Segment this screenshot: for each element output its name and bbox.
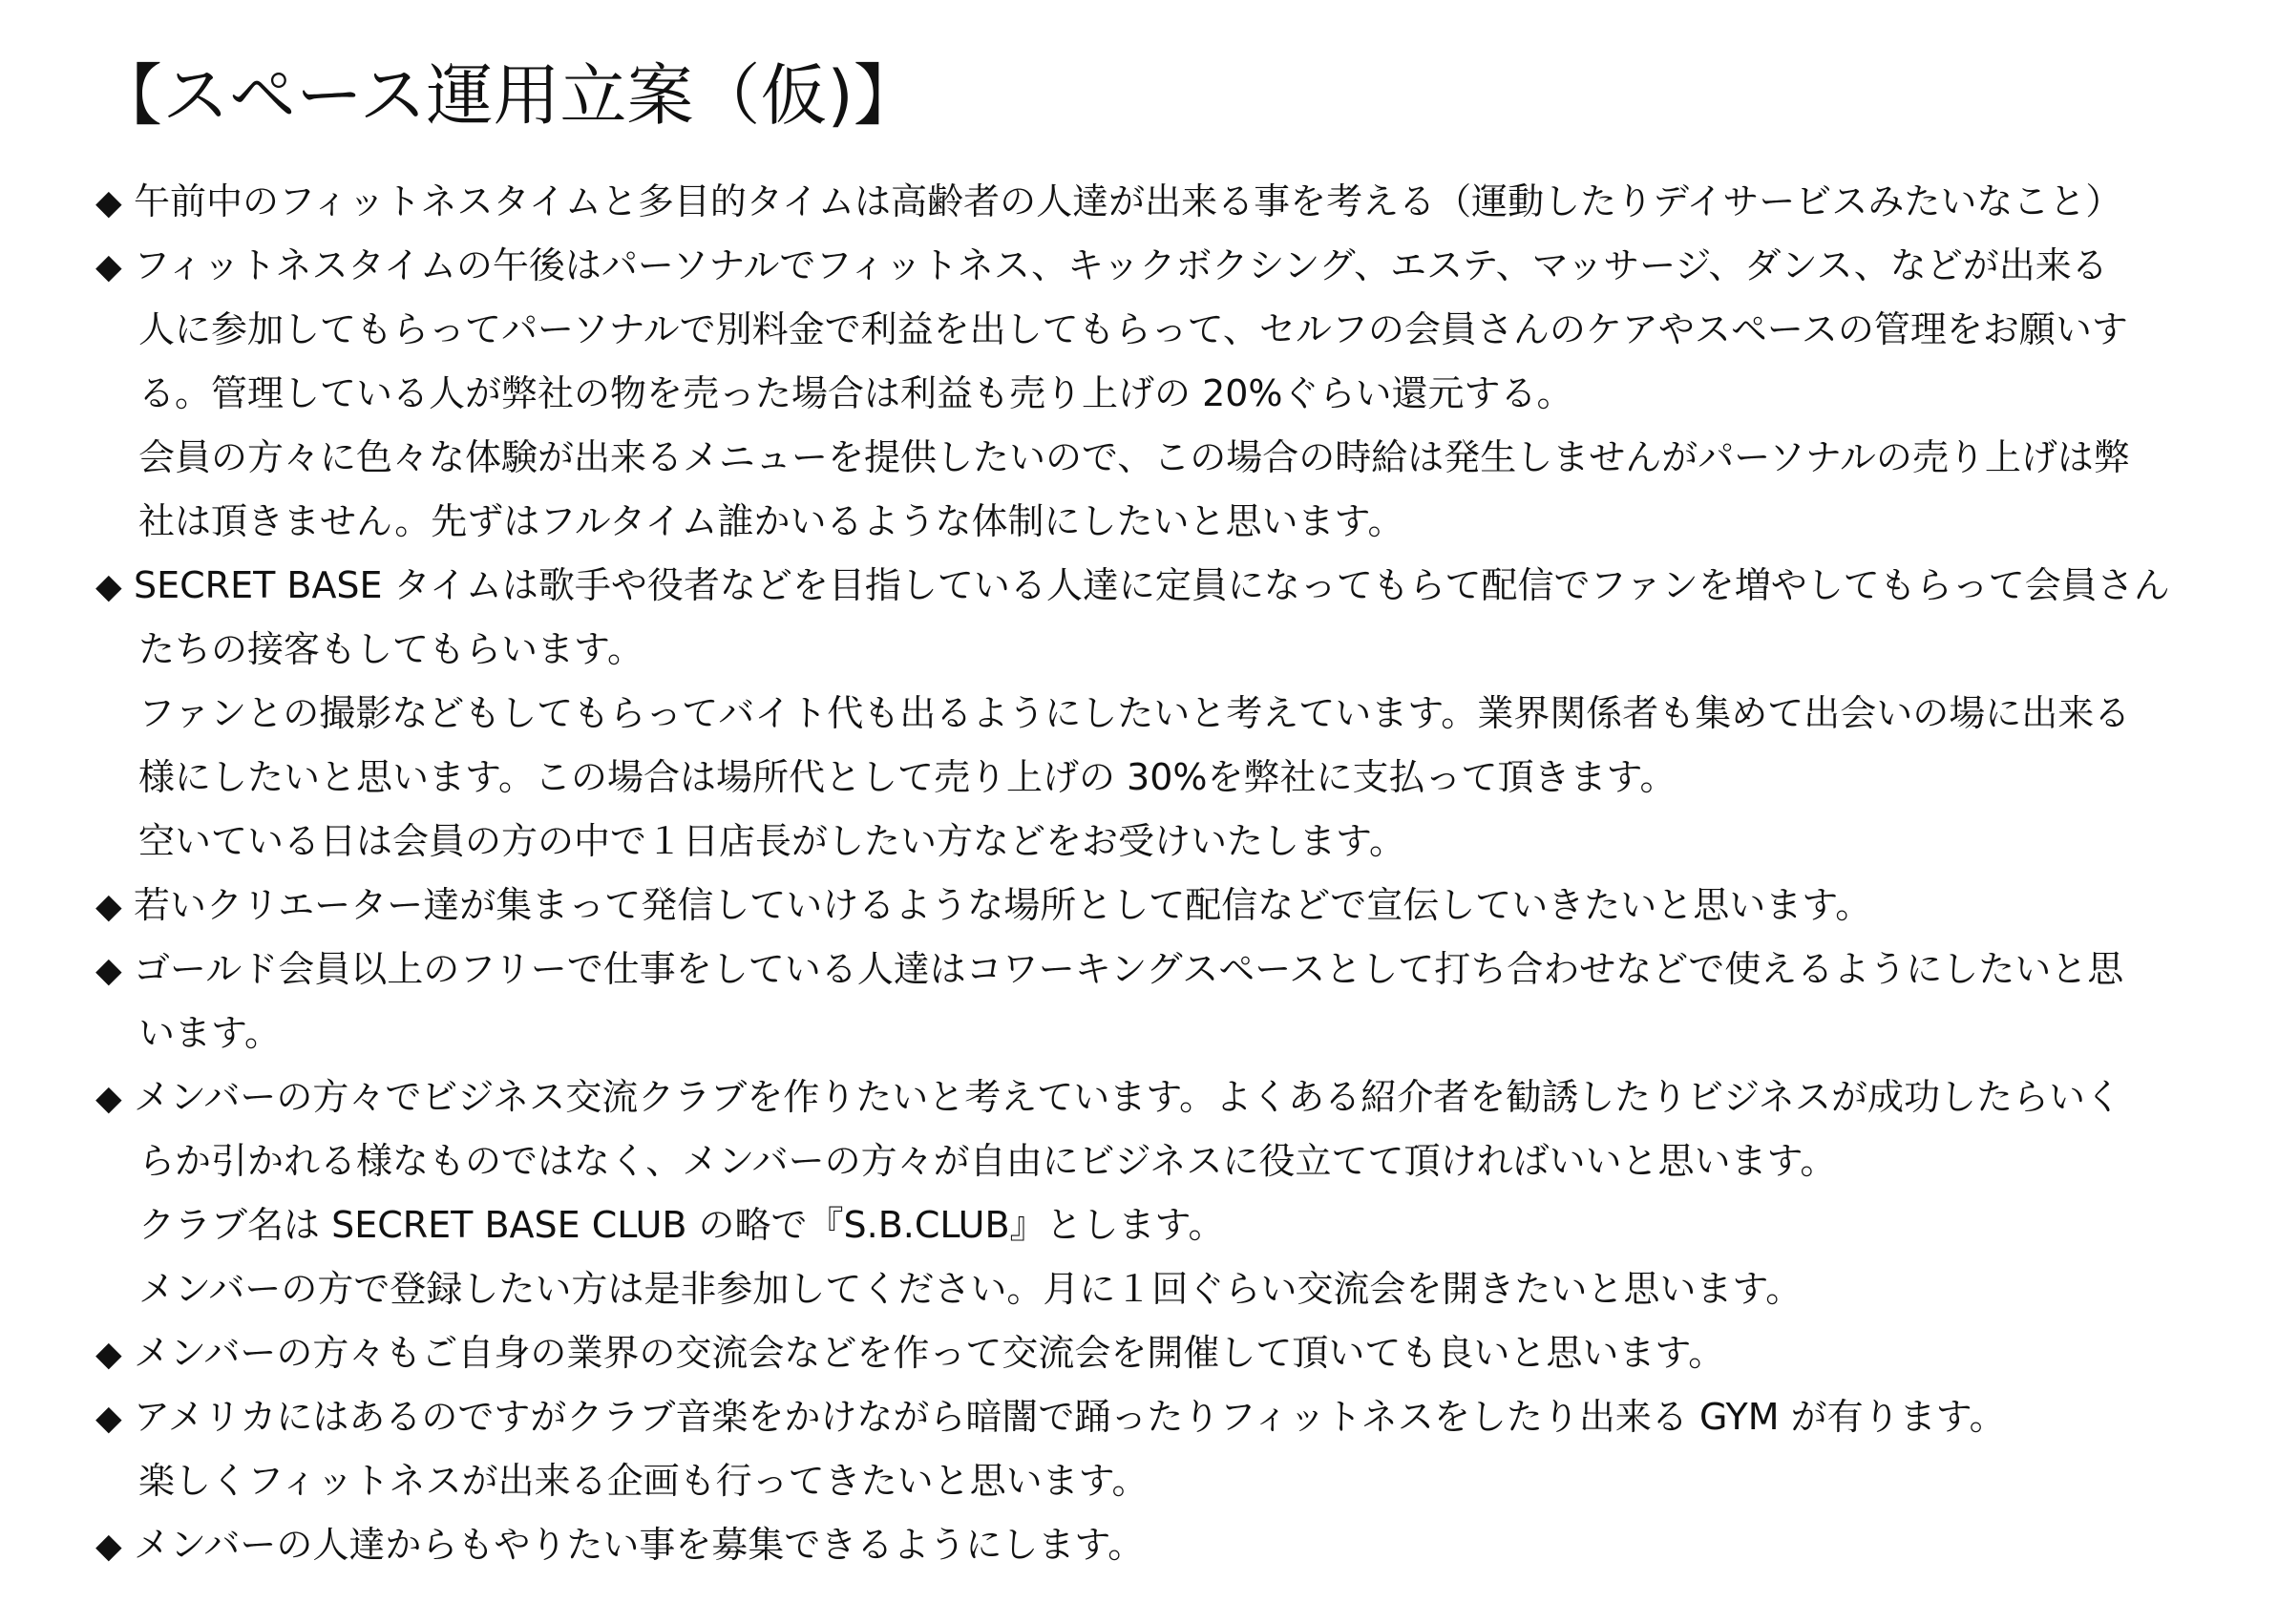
line-text: 午前中のフィットネスタイムと多目的タイムは高齢者の人達が出来る事を考える（運動したりデイサービスみたいなこと） <box>134 180 2122 222</box>
line-text: メンバーの方々でビジネス交流クラブを作りたいと考えています。よくある紹介者を勧誘したりビジネスが成功したらいく <box>134 1076 2122 1118</box>
continuation-line <box>95 810 2196 874</box>
line-text: メンバーの方々もご自身の業界の交流会などを作って交流会を開催して頂いても良いと思います。 <box>134 1332 1725 1374</box>
diamond-bullet-icon: ◆ <box>95 183 122 222</box>
continuation-line <box>95 490 2196 554</box>
diamond-bullet-icon: ◆ <box>95 1399 122 1438</box>
continuation-line <box>95 682 2196 746</box>
bullet-paragraph-line <box>95 1513 2196 1577</box>
continuation-line <box>95 1002 2196 1065</box>
line-text: たちの接客もしてもらいます。 <box>138 628 643 670</box>
line-text: 会員の方々に色々な体験が出来るメニューを提供したいので、この場合の時給は発生しませんがパーソナルの売り上げは弊 <box>138 436 2130 478</box>
diamond-bullet-icon: ◆ <box>95 567 122 606</box>
continuation-line <box>95 362 2196 426</box>
bullet-paragraph-line <box>95 554 2196 618</box>
continuation-line <box>95 1257 2196 1321</box>
line-text: 人に参加してもらってパーソナルで別料金で利益を出してもらって、セルフの会員さんのケアやスペースの管理をお願いす <box>138 308 2128 350</box>
document-title: 【スペース運用立案（仮)】 <box>95 56 920 135</box>
bullet-paragraph-line <box>95 938 2196 1002</box>
diamond-bullet-icon: ◆ <box>95 1527 122 1566</box>
continuation-line <box>95 746 2196 810</box>
diamond-bullet-icon: ◆ <box>95 887 122 926</box>
bullet-paragraph-line <box>95 1321 2196 1385</box>
line-text: います。 <box>138 1012 281 1054</box>
continuation-line <box>95 298 2196 362</box>
bullet-paragraph-line <box>95 874 2196 938</box>
line-text: クラブ名は SECRET BASE CLUB の略で『S.B.CLUB』とします。 <box>138 1204 1225 1246</box>
document-body <box>95 170 2196 1577</box>
line-text: アメリカにはあるのですがクラブ音楽をかけながら暗闇で踊ったりフィットネスをしたり出来る GYM が有ります。 <box>134 1396 2006 1438</box>
line-text: SECRET BASE タイムは歌手や役者などを目指している人達に定員になってもらて配信でファンを増やしてもらって会員さん <box>134 564 2170 606</box>
diamond-bullet-icon: ◆ <box>95 1335 122 1374</box>
bullet-paragraph-line <box>95 234 2196 298</box>
line-text: らか引かれる様なものではなく、メンバーの方々が自由にビジネスに役立てて頂ければいいと思います。 <box>138 1140 1837 1182</box>
continuation-line <box>95 1129 2196 1193</box>
diamond-bullet-icon: ◆ <box>95 247 122 286</box>
line-text: 楽しくフィットネスが出来る企画も行ってきたいと思います。 <box>138 1460 1149 1502</box>
line-text: 様にしたいと思います。この場合は場所代として売り上げの 30%を弊社に支払って頂きます。 <box>138 756 1677 798</box>
line-text: 若いクリエーター達が集まって発信していけるような場所として配信などで宣伝していきたいと思います。 <box>134 884 1872 926</box>
line-text: ゴールド会員以上のフリーで仕事をしている人達はコワーキングスペースとして打ち合わせなどで使えるようにしたいと思 <box>134 948 2124 990</box>
bullet-paragraph-line <box>95 1065 2196 1129</box>
line-text: 空いている日は会員の方の中で１日店長がしたい方などをお受けいたします。 <box>138 820 1405 862</box>
diamond-bullet-icon: ◆ <box>95 951 122 990</box>
line-text: ファンとの撮影などもしてもらってバイト代も出るようにしたいと考えています。業界関係者も集めて出会いの場に出来る <box>138 692 2131 734</box>
continuation-line <box>95 618 2196 682</box>
line-text: る。管理している人が弊社の物を売った場合は利益も売り上げの 20%ぐらい還元する。 <box>138 372 1573 414</box>
continuation-line <box>95 1449 2196 1513</box>
diamond-bullet-icon: ◆ <box>95 1079 122 1118</box>
line-text: フィットネスタイムの午後はパーソナルでフィットネス、キックボクシング、エステ、マッサージ、ダンス、などが出来る <box>134 244 2108 286</box>
line-text: メンバーの方で登録したい方は是非参加してください。月に１回ぐらい交流会を開きたいと思います。 <box>138 1268 1803 1310</box>
line-text: 社は頂きません。先ずはフルタイム誰かいるような体制にしたいと思います。 <box>138 500 1404 542</box>
bullet-paragraph-line <box>95 1385 2196 1449</box>
line-text: メンバーの人達からもやりたい事を募集できるようにします。 <box>134 1524 1145 1566</box>
continuation-line <box>95 1193 2196 1257</box>
bullet-paragraph-line <box>95 170 2196 234</box>
continuation-line <box>95 426 2196 490</box>
